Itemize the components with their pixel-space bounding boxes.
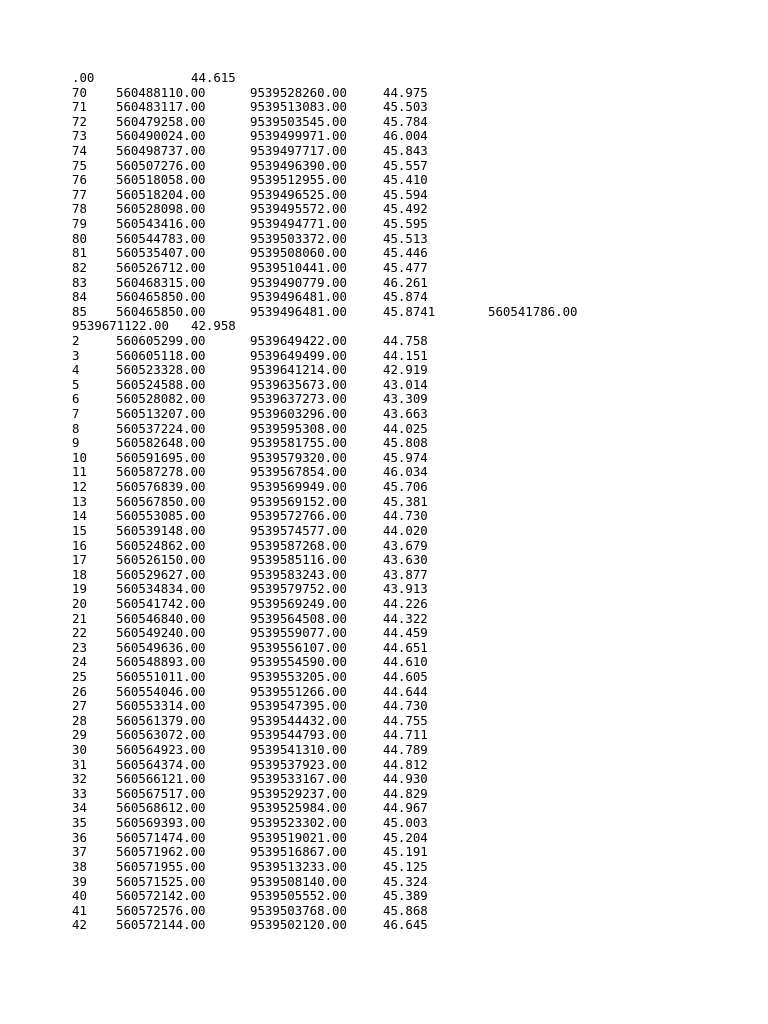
line-field: 560571474.00 [116, 829, 206, 845]
line-field: 17 [72, 552, 87, 568]
line-field: 9539503768.00 [250, 902, 347, 918]
text-line [72, 904, 752, 919]
line-field: 78 [72, 201, 87, 217]
line-field: 560553314.00 [116, 698, 206, 714]
line-field: 35 [72, 815, 87, 831]
line-field: 73 [72, 128, 87, 144]
line-field: 45.125 [383, 858, 428, 874]
line-field: 560541786.00 [488, 303, 578, 319]
line-field: 9 [72, 435, 80, 451]
line-field: 9539496481.00 [250, 289, 347, 305]
line-field: 25 [72, 668, 87, 684]
line-field: 45.446 [383, 245, 428, 261]
line-field: 560551011.00 [116, 668, 206, 684]
line-field: 560587278.00 [116, 464, 206, 480]
line-field: 9539574577.00 [250, 522, 347, 538]
line-field: 9539559077.00 [250, 625, 347, 641]
text-line [72, 699, 752, 714]
line-field: 45.557 [383, 157, 428, 173]
line-field: 45.477 [383, 259, 428, 275]
line-field: 560572142.00 [116, 888, 206, 904]
line-field: 45.003 [383, 815, 428, 831]
line-field: 42 [72, 917, 87, 933]
line-field: 9539495572.00 [250, 201, 347, 217]
text-line [72, 612, 752, 627]
line-field: 44.459 [383, 625, 428, 641]
line-field: 560571962.00 [116, 844, 206, 860]
line-field: 16 [72, 537, 87, 553]
line-field: 79 [72, 216, 87, 232]
line-field: 44.789 [383, 742, 428, 758]
text-line [72, 349, 752, 364]
line-field: 9539595308.00 [250, 420, 347, 436]
line-field: 44.615 [191, 70, 236, 85]
line-field: 9539499971.00 [250, 128, 347, 144]
line-field: 9539496390.00 [250, 157, 347, 173]
line-field: 9539581755.00 [250, 435, 347, 451]
line-field: 28 [72, 712, 87, 728]
line-field: 7 [72, 406, 80, 422]
line-field: 45.974 [383, 449, 428, 465]
line-field: 71 [72, 99, 87, 115]
line-field: 45.843 [383, 143, 428, 159]
text-line [72, 553, 752, 568]
line-field: 45.389 [383, 888, 428, 904]
line-field: 44.020 [383, 522, 428, 538]
line-field: 43.679 [383, 537, 428, 553]
line-field: 42.958 [191, 318, 236, 334]
line-field: 45.8741 [383, 303, 436, 319]
text-line [72, 758, 752, 773]
line-field: 560490024.00 [116, 128, 206, 144]
line-field: 42.919 [383, 362, 428, 378]
line-field: 9539525984.00 [250, 800, 347, 816]
text-line [72, 319, 752, 334]
line-field: 43.913 [383, 581, 428, 597]
line-field: 560528098.00 [116, 201, 206, 217]
line-field: 9539508060.00 [250, 245, 347, 261]
line-field: 560529627.00 [116, 566, 206, 582]
line-field: 44.025 [383, 420, 428, 436]
line-field: 46.034 [383, 464, 428, 480]
text-line [72, 860, 752, 875]
line-field: 560535407.00 [116, 245, 206, 261]
line-field: 560571525.00 [116, 873, 206, 889]
line-field: 31 [72, 756, 87, 772]
line-field: 70 [72, 84, 87, 100]
line-field: 45.410 [383, 172, 428, 188]
line-field: 44.651 [383, 639, 428, 655]
line-field: 84 [72, 289, 87, 305]
line-field: 14 [72, 508, 87, 524]
line-field: 560507276.00 [116, 157, 206, 173]
text-line [72, 144, 752, 159]
line-field: 45.503 [383, 99, 428, 115]
line-field: 45.808 [383, 435, 428, 451]
line-field: 560571955.00 [116, 858, 206, 874]
line-field: 9539587268.00 [250, 537, 347, 553]
text-line [72, 217, 752, 232]
line-field: 77 [72, 186, 87, 202]
text-line [72, 202, 752, 217]
line-field: 9539490779.00 [250, 274, 347, 290]
line-field: 81 [72, 245, 87, 261]
text-line [72, 918, 752, 933]
text-line [72, 378, 752, 393]
line-field: 44.322 [383, 610, 428, 626]
line-field: 560546840.00 [116, 610, 206, 626]
line-field: 9539497717.00 [250, 143, 347, 159]
line-field: 9539671122.00 [72, 318, 169, 334]
line-field: 560582648.00 [116, 435, 206, 451]
line-field: 15 [72, 522, 87, 538]
line-field: 560605118.00 [116, 347, 206, 363]
line-field: 9539554590.00 [250, 654, 347, 670]
line-field: 9539529237.00 [250, 785, 347, 801]
line-field: 12 [72, 479, 87, 495]
line-field: 45.594 [383, 186, 428, 202]
line-field: 26 [72, 683, 87, 699]
line-field: 9539569949.00 [250, 479, 347, 495]
line-field: 9539569249.00 [250, 595, 347, 611]
line-field: 44.975 [383, 84, 428, 100]
text-line [72, 290, 752, 305]
line-field: 44.930 [383, 771, 428, 787]
line-field: 74 [72, 143, 87, 159]
text-line [72, 655, 752, 670]
text-line [72, 787, 752, 802]
line-field: 44.711 [383, 727, 428, 743]
text-line [72, 875, 752, 890]
line-field: 9539496525.00 [250, 186, 347, 202]
line-field: 22 [72, 625, 87, 641]
line-field: 9539585116.00 [250, 552, 347, 568]
text-line [72, 772, 752, 787]
line-field: 44.967 [383, 800, 428, 816]
line-field: 45.492 [383, 201, 428, 217]
line-field: 45.874 [383, 289, 428, 305]
line-field: 9539508140.00 [250, 873, 347, 889]
line-field: 9539533167.00 [250, 771, 347, 787]
line-field: 72 [72, 113, 87, 129]
text-line [72, 816, 752, 831]
text-line [72, 597, 752, 612]
line-field: 75 [72, 157, 87, 173]
coordinate-listing [72, 71, 752, 933]
line-field: 9539649422.00 [250, 332, 347, 348]
line-field: 43.663 [383, 406, 428, 422]
line-field: 560566121.00 [116, 771, 206, 787]
text-line [72, 305, 752, 320]
line-field: 9539503545.00 [250, 113, 347, 129]
line-field: 6 [72, 391, 80, 407]
text-line [72, 436, 752, 451]
line-field: 44.829 [383, 785, 428, 801]
text-line [72, 626, 752, 641]
text-line [72, 363, 752, 378]
text-line [72, 728, 752, 743]
line-field: 36 [72, 829, 87, 845]
line-field: 560518204.00 [116, 186, 206, 202]
line-field: 9539641214.00 [250, 362, 347, 378]
line-field: 560567850.00 [116, 493, 206, 509]
text-line [72, 743, 752, 758]
line-field: 560518058.00 [116, 172, 206, 188]
line-field: 560479258.00 [116, 113, 206, 129]
line-field: 560564374.00 [116, 756, 206, 772]
text-line [72, 539, 752, 554]
line-field: 560544783.00 [116, 230, 206, 246]
line-field: 560564923.00 [116, 742, 206, 758]
line-field: 83 [72, 274, 87, 290]
text-line [72, 232, 752, 247]
line-field: 560567517.00 [116, 785, 206, 801]
line-field: 560549636.00 [116, 639, 206, 655]
text-line [72, 422, 752, 437]
text-line [72, 889, 752, 904]
line-field: 9539505552.00 [250, 888, 347, 904]
line-field: 560524862.00 [116, 537, 206, 553]
line-field: 560553085.00 [116, 508, 206, 524]
line-field: 560563072.00 [116, 727, 206, 743]
line-field: 560526150.00 [116, 552, 206, 568]
line-field: 24 [72, 654, 87, 670]
line-field: 560541742.00 [116, 595, 206, 611]
text-line [72, 524, 752, 539]
text-line [72, 173, 752, 188]
line-field: 9539512955.00 [250, 172, 347, 188]
line-field: 560488110.00 [116, 84, 206, 100]
line-field: 560537224.00 [116, 420, 206, 436]
line-field: 560465850.00 [116, 303, 206, 319]
line-field: 45.513 [383, 230, 428, 246]
line-field: 9539510441.00 [250, 259, 347, 275]
text-line [72, 831, 752, 846]
line-field: 560591695.00 [116, 449, 206, 465]
line-field: 560548893.00 [116, 654, 206, 670]
text-line [72, 334, 752, 349]
line-field: 560543416.00 [116, 216, 206, 232]
text-line [72, 509, 752, 524]
text-line [72, 845, 752, 860]
line-field: 45.868 [383, 902, 428, 918]
text-line [72, 188, 752, 203]
line-field: 9539572766.00 [250, 508, 347, 524]
line-field: 9539603296.00 [250, 406, 347, 422]
line-field: 13 [72, 493, 87, 509]
line-field: 82 [72, 259, 87, 275]
line-field: 43.630 [383, 552, 428, 568]
text-line [72, 685, 752, 700]
line-field: 560534834.00 [116, 581, 206, 597]
line-field: 19 [72, 581, 87, 597]
line-field: 9539523302.00 [250, 815, 347, 831]
line-field: 9539513233.00 [250, 858, 347, 874]
line-field: 44.151 [383, 347, 428, 363]
line-field: 44.226 [383, 595, 428, 611]
line-field: 18 [72, 566, 87, 582]
line-field: 9539544793.00 [250, 727, 347, 743]
text-line [72, 392, 752, 407]
text-line [72, 465, 752, 480]
line-field: 44.758 [383, 332, 428, 348]
line-field: 46.645 [383, 917, 428, 933]
line-field: 9539519021.00 [250, 829, 347, 845]
line-field: 39 [72, 873, 87, 889]
line-field: 560576839.00 [116, 479, 206, 495]
text-line [72, 261, 752, 276]
line-field: 20 [72, 595, 87, 611]
line-field: 44.730 [383, 698, 428, 714]
line-field: 85 [72, 303, 87, 319]
line-field: 9539567854.00 [250, 464, 347, 480]
line-field: 9539553205.00 [250, 668, 347, 684]
line-field: 9539649499.00 [250, 347, 347, 363]
line-field: 30 [72, 742, 87, 758]
line-field: 21 [72, 610, 87, 626]
line-field: 29 [72, 727, 87, 743]
line-field: 560468315.00 [116, 274, 206, 290]
line-field: 38 [72, 858, 87, 874]
text-line [72, 582, 752, 597]
text-line [72, 115, 752, 130]
line-field: 9539564508.00 [250, 610, 347, 626]
line-field: 2 [72, 332, 80, 348]
text-line [72, 71, 752, 86]
line-field: 560561379.00 [116, 712, 206, 728]
line-field: 560539148.00 [116, 522, 206, 538]
line-field: 560568612.00 [116, 800, 206, 816]
line-field: 45.706 [383, 479, 428, 495]
line-field: 44.755 [383, 712, 428, 728]
text-line [72, 100, 752, 115]
line-field: 560572144.00 [116, 917, 206, 933]
line-field: 560526712.00 [116, 259, 206, 275]
text-line [72, 276, 752, 291]
line-field: 9539551266.00 [250, 683, 347, 699]
text-line [72, 129, 752, 144]
line-field: 560605299.00 [116, 332, 206, 348]
line-field: 560572576.00 [116, 902, 206, 918]
line-field: 43.309 [383, 391, 428, 407]
line-field: 560465850.00 [116, 289, 206, 305]
line-field: 45.204 [383, 829, 428, 845]
line-field: 9539556107.00 [250, 639, 347, 655]
text-line [72, 246, 752, 261]
line-field: 44.812 [383, 756, 428, 772]
line-field: 44.644 [383, 683, 428, 699]
line-field: 23 [72, 639, 87, 655]
line-field: 41 [72, 902, 87, 918]
text-line [72, 714, 752, 729]
line-field: 44.730 [383, 508, 428, 524]
line-field: 560524588.00 [116, 376, 206, 392]
line-field: 560554046.00 [116, 683, 206, 699]
line-field: 33 [72, 785, 87, 801]
line-field: 27 [72, 698, 87, 714]
text-line [72, 407, 752, 422]
line-field: 9539635673.00 [250, 376, 347, 392]
line-field: 10 [72, 449, 87, 465]
line-field: 37 [72, 844, 87, 860]
line-field: 11 [72, 464, 87, 480]
line-field: 80 [72, 230, 87, 246]
line-field: 9539579320.00 [250, 449, 347, 465]
line-field: 45.381 [383, 493, 428, 509]
line-field: 34 [72, 800, 87, 816]
line-field: 9539583243.00 [250, 566, 347, 582]
line-field: 560549240.00 [116, 625, 206, 641]
line-field: .00 [72, 70, 95, 85]
line-field: 560483117.00 [116, 99, 206, 115]
line-field: 9539528260.00 [250, 84, 347, 100]
line-field: 560498737.00 [116, 143, 206, 159]
line-field: 46.261 [383, 274, 428, 290]
text-line [72, 159, 752, 174]
line-field: 9539579752.00 [250, 581, 347, 597]
text-line [72, 801, 752, 816]
line-field: 9539496481.00 [250, 303, 347, 319]
line-field: 43.877 [383, 566, 428, 582]
line-field: 9539544432.00 [250, 712, 347, 728]
line-field: 9539547395.00 [250, 698, 347, 714]
line-field: 9539569152.00 [250, 493, 347, 509]
line-field: 9539494771.00 [250, 216, 347, 232]
line-field: 43.014 [383, 376, 428, 392]
line-field: 560523328.00 [116, 362, 206, 378]
line-field: 45.595 [383, 216, 428, 232]
text-line [72, 568, 752, 583]
line-field: 9539513083.00 [250, 99, 347, 115]
line-field: 9539502120.00 [250, 917, 347, 933]
text-line [72, 86, 752, 101]
line-field: 560513207.00 [116, 406, 206, 422]
line-field: 46.004 [383, 128, 428, 144]
line-field: 8 [72, 420, 80, 436]
line-field: 560569393.00 [116, 815, 206, 831]
line-field: 3 [72, 347, 80, 363]
line-field: 45.191 [383, 844, 428, 860]
text-line [72, 641, 752, 656]
line-field: 9539637273.00 [250, 391, 347, 407]
line-field: 44.605 [383, 668, 428, 684]
line-field: 76 [72, 172, 87, 188]
line-field: 9539541310.00 [250, 742, 347, 758]
line-field: 5 [72, 376, 80, 392]
line-field: 44.610 [383, 654, 428, 670]
line-field: 9539503372.00 [250, 230, 347, 246]
line-field: 9539516867.00 [250, 844, 347, 860]
text-line [72, 451, 752, 466]
line-field: 45.784 [383, 113, 428, 129]
line-field: 40 [72, 888, 87, 904]
text-line [72, 480, 752, 495]
line-field: 45.324 [383, 873, 428, 889]
line-field: 32 [72, 771, 87, 787]
text-line [72, 670, 752, 685]
line-field: 560528082.00 [116, 391, 206, 407]
line-field: 9539537923.00 [250, 756, 347, 772]
text-line [72, 495, 752, 510]
line-field: 4 [72, 362, 80, 378]
